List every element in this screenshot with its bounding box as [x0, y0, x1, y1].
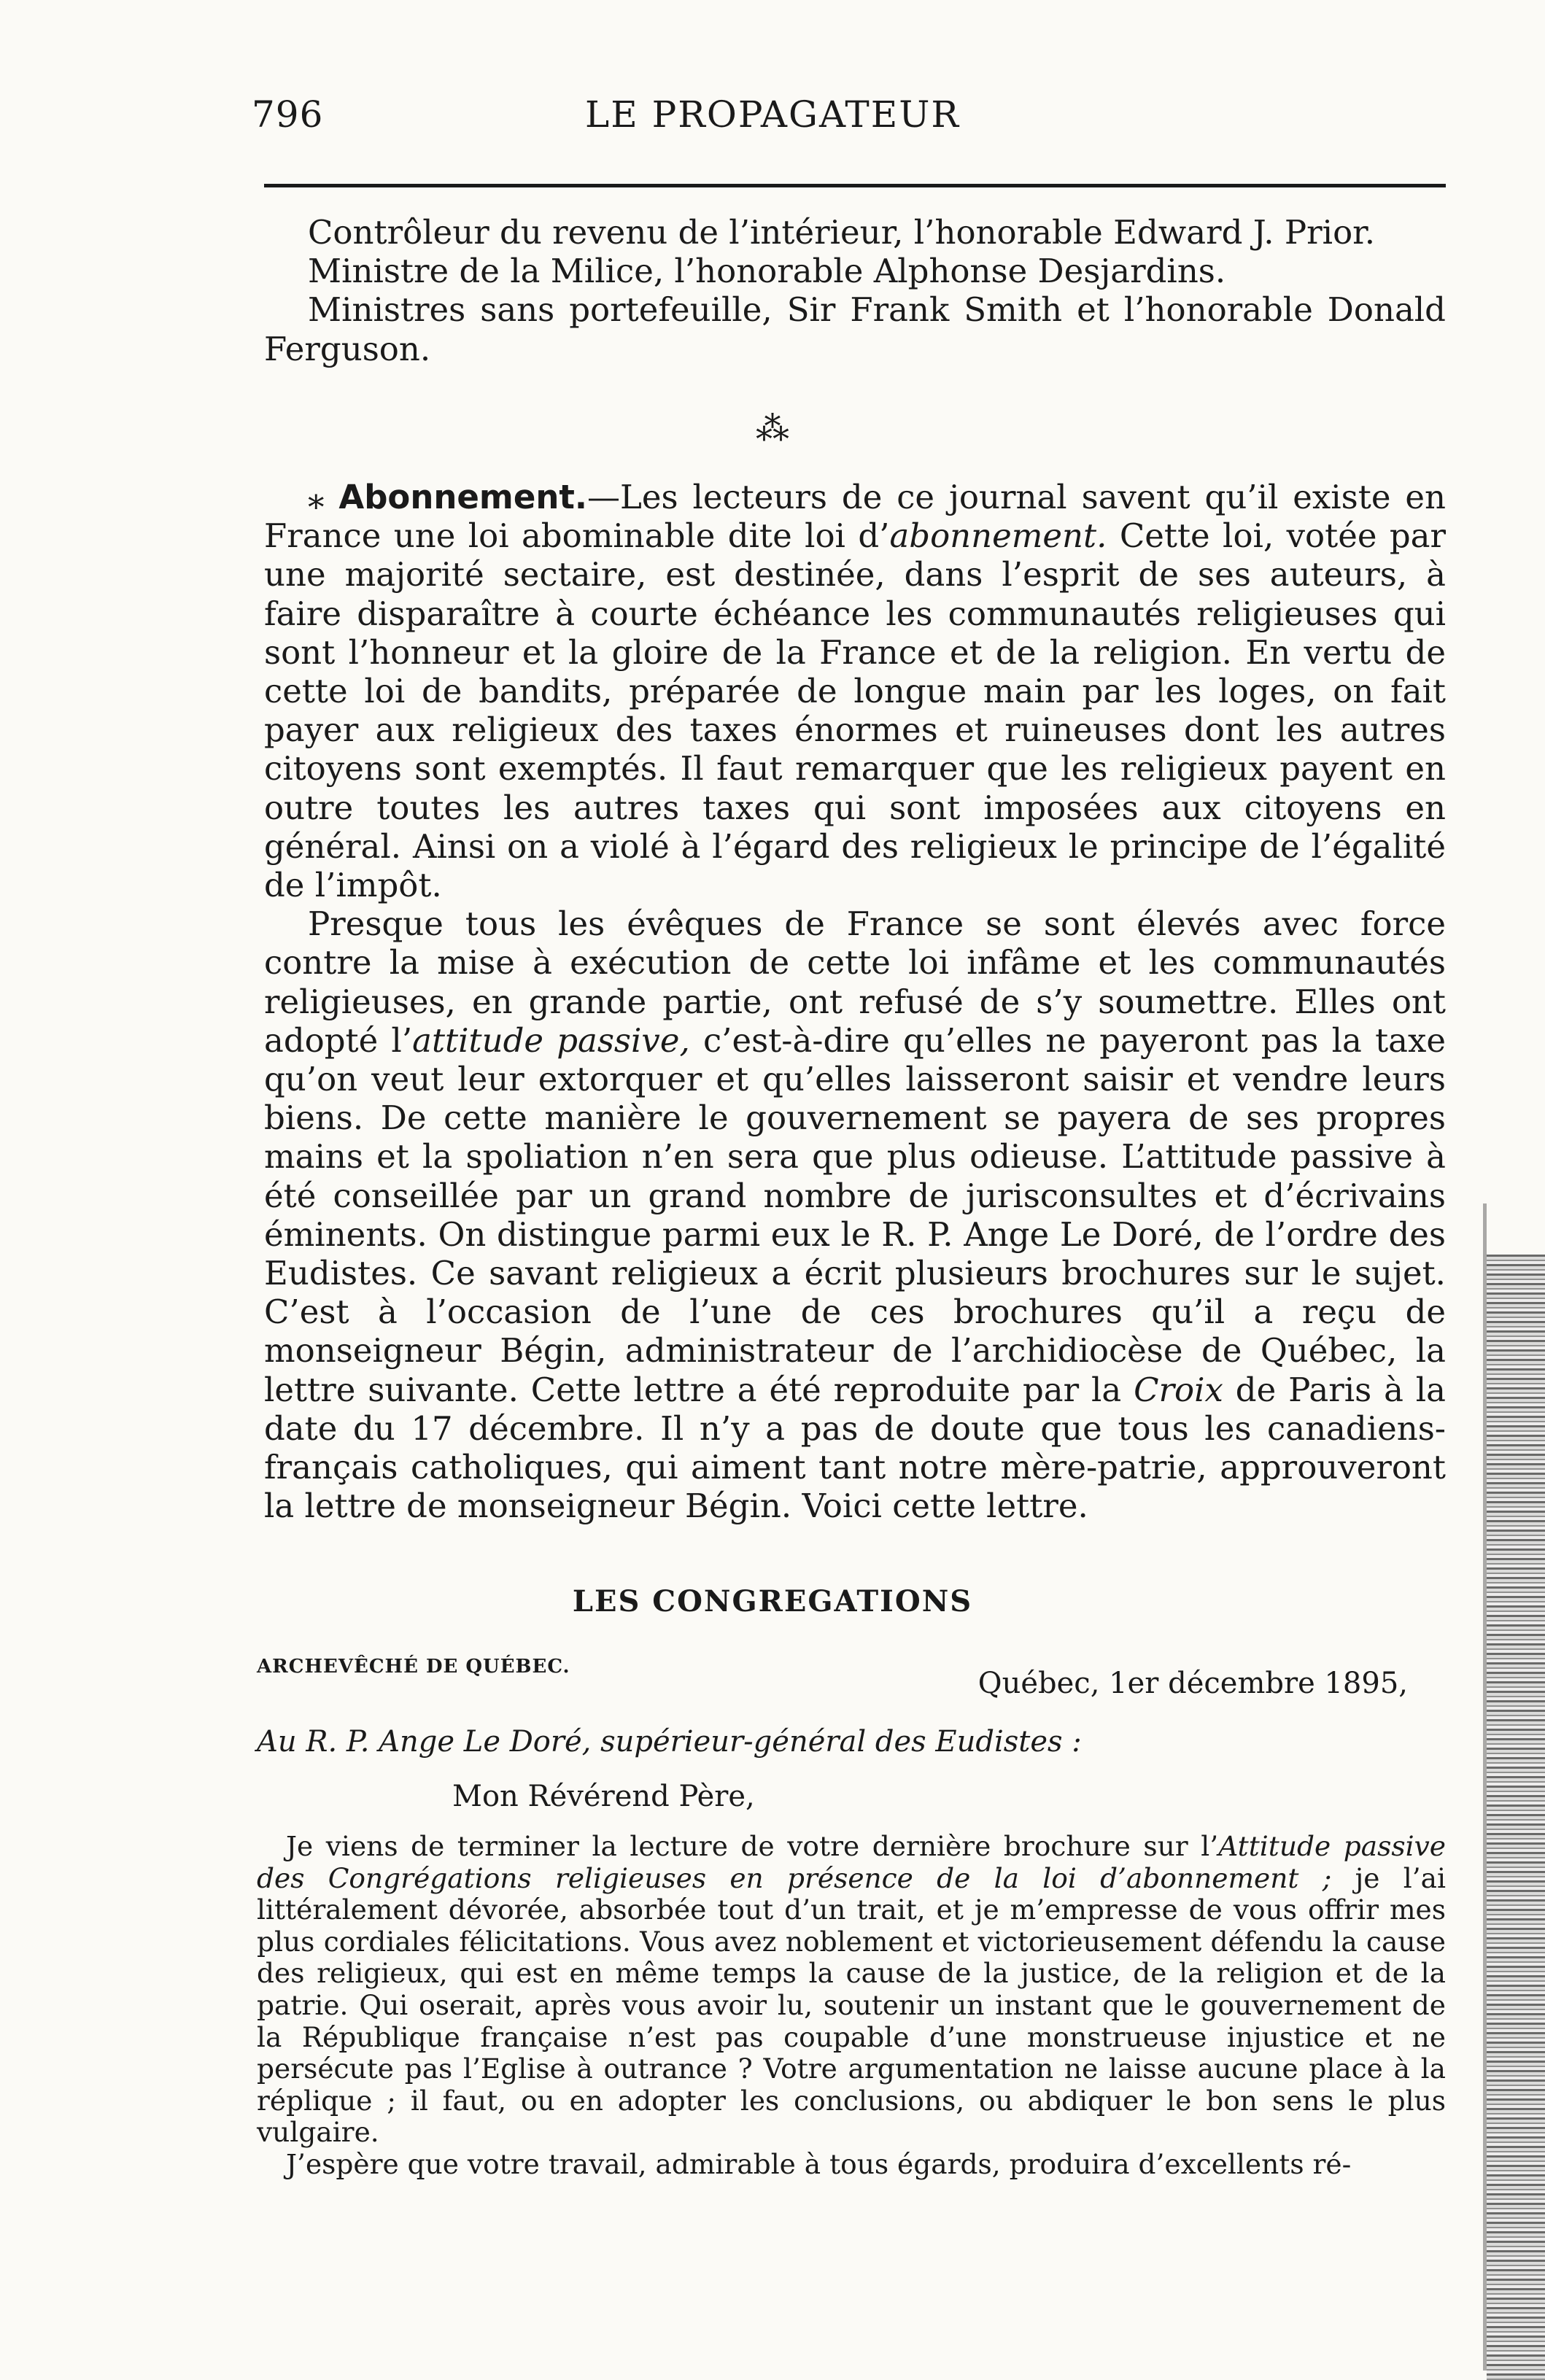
paragraph-text: je l’ai littéralement dévorée, absorbée tout d’un trait, et je m’empresse de vous offrir mes plus cordiales félicitations. Vous avez noblement et victorieusement défendu la cause des religieux, qui est en même temps la cause de la justice, de la religion et de la patrie. Qui oserait, après vous avoir lu, soutenir un instant que le gouvernement de la République française n’est pas coupable d’une monstrueuse injustice et ne persécute pas l’Eglise à outrance ? Votre argumentation ne laisse aucune place à la réplique ; il faut, ou en adopter les conclusions, ou abdiquer le bon sens le plus vulgaire.	[257, 1861, 1446, 2149]
letter-body	[257, 1831, 1446, 2181]
section-title: LES CONGREGATIONS	[572, 1584, 973, 1619]
letter-sender: ARCHEVÊCHÉ DE QUÉBEC.	[257, 1656, 570, 1678]
paragraph-text: Cette loi, votée par une majorité sectaire, est destinée, dans l’esprit de ses auteurs, à faire disparaître à courte échéance les communautés religieuses qui sont l’honneur et la gloire de la France et de la religion. En vertu de cette loi de bandits, préparée de longue main par les loges, on fait payer aux religieux des taxes énormes et ruineuses dont les autres citoyens sont exemptés. Il faut remarquer que les religieux payent en outre toutes les autres taxes qui sont imposées aux citoyens en général. Ainsi on a violé à l’égard des religieux le principe de l’égalité de l’impôt.	[264, 516, 1446, 905]
paragraph-text: de Paris à la date du 17 décembre. Il n’y a pas de doute que tous les canadiens-français catholiques, qui aiment tant notre mère-patrie, approuveront la lettre de monseigneur Bégin. Voici cette lettre.	[264, 1370, 1446, 1526]
scanned-page-edge	[1487, 1255, 1545, 2380]
paragraph-text: c’est-à-dire qu’elles ne payeront pas la taxe qu’on veut leur extorquer et qu’elles laisseront saisir et vendre leurs biens. De cette manière le gouvernement se payera de ses propres mains et la spoliation n’en sera que plus odieuse. L’attitude passive à été conseillée par un grand nombre de jurisconsultes et d’écrivains éminents. On distingue parmi eux le R. P. Ange Le Doré, de l’ordre des Eudistes. Ce savant religieux a écrit plusieurs brochures sur le sujet. C’est à l’occasion de l’une de ces brochures qu’il a reçu de monseigneur Bégin, administrateur de l’archidiocèse de Québec, la lettre suivante. Cette lettre a été reproduite par la	[264, 1020, 1446, 1409]
running-title: LE PROPAGATEUR	[585, 93, 960, 136]
letter-paragraph-1	[257, 1831, 1446, 2149]
page-number: 796	[252, 93, 324, 136]
header-rule	[264, 184, 1446, 187]
intro-block	[264, 213, 1446, 368]
run-in-heading: Abonnement.	[338, 478, 587, 516]
italic-title: Attitude passive des Congrégations religieuses en présence de la loi d’abonnement ;	[257, 1830, 1446, 1894]
article-block	[264, 478, 1446, 1525]
article-paragraph-2	[264, 904, 1446, 1525]
lead-asterism: ⁎	[308, 478, 325, 516]
letter-paragraph-2: J’espère que votre travail, admirable à tous égards, produira d’excellents ré-	[286, 2147, 1352, 2180]
paragraph-text: Je viens de terminer la lecture de votre dernière brochure sur l’	[286, 1830, 1219, 1862]
intro-line-3: Ministres sans portefeuille, Sir Frank Smith et l’honorable Donald Ferguson.	[264, 290, 1446, 368]
asterism-separator: ⁂	[756, 408, 789, 448]
intro-line-1: Contrôleur du revenu de l’intérieur, l’honorable Edward J. Prior.	[308, 213, 1376, 252]
letter-salutation: Mon Révérend Père,	[452, 1780, 755, 1813]
intro-line-2: Ministre de la Milice, l’honorable Alphonse Desjardins.	[308, 252, 1226, 291]
paragraph-text: Presque tous les évêques de France se sont élevés avec force contre la mise à exécution de cette loi infâme et les communautés religieuses, en grande partie, ont refusé de s’y soumettre. Elles ont adopté l’	[264, 904, 1446, 1060]
paragraph-text: —Les lecteurs de ce journal savent qu’il existe en France une loi abominable dite loi d’	[264, 478, 1446, 556]
italic-term: Croix	[1134, 1370, 1223, 1409]
italic-term: abonnement.	[889, 516, 1107, 556]
italic-term: attitude passive,	[412, 1020, 690, 1060]
letter-date: Québec, 1er décembre 1895,	[977, 1667, 1408, 1700]
article-paragraph-1	[264, 478, 1446, 904]
letter-addressee: Au R. P. Ange Le Doré, supérieur-général des Eudistes :	[257, 1725, 1082, 1759]
